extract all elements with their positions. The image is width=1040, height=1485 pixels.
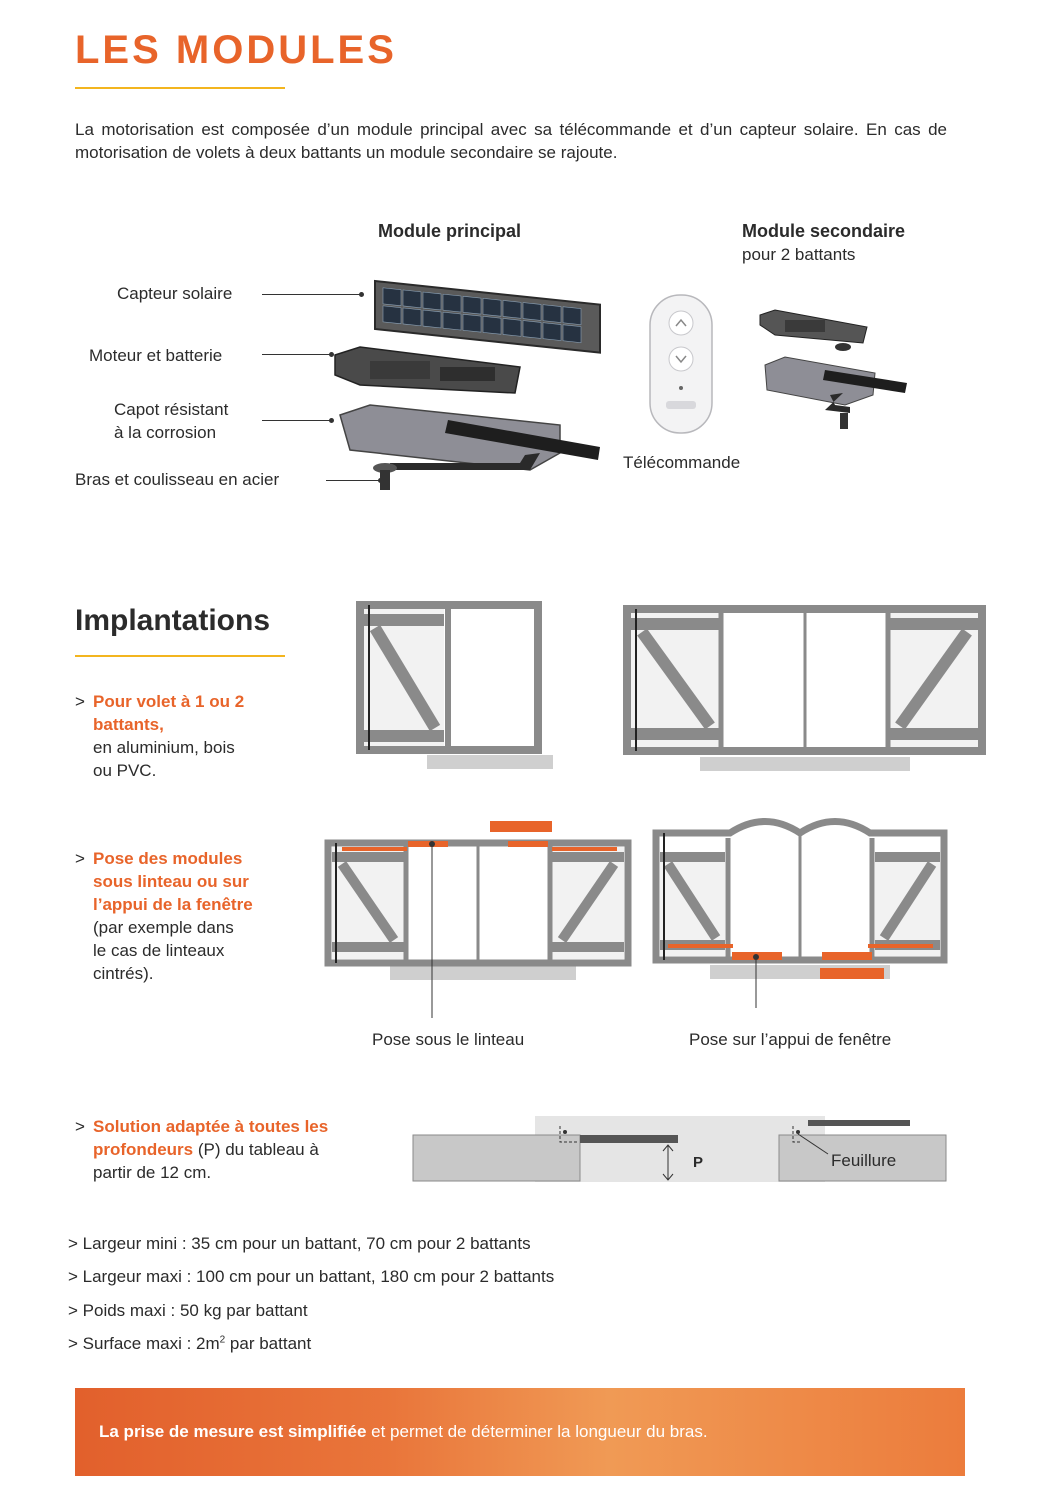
bullet3-text-2: partir de 12 cm. [93,1163,212,1182]
bullet1-highlight-2: battants, [93,715,164,734]
module-secondaire-title: Module secondaire [742,221,906,241]
bullet2-text-3: cintrés). [93,964,154,983]
banner-text: et permet de déterminer la longueur du bras. [366,1422,708,1441]
bullet1-highlight-1: Pour volet à 1 ou 2 [93,692,245,711]
pose-linteau-diagram [322,818,634,1023]
module-principal-illustration [330,275,605,500]
bullet3-text-1: (P) du tableau à [193,1140,319,1159]
bullet2-highlight-1: Pose des modules [93,849,243,868]
spec-surface-sup: 2 [219,1334,226,1346]
bullet-volet-battants [75,690,305,782]
bullet1-text-1: en aluminium, bois [93,738,235,757]
depth-label-p: P [693,1154,704,1171]
info-banner [75,1388,965,1476]
intro-text: La motorisation est composée d’un module principal avec sa télécommande et d’un capteur solaire. En cas de motorisation de volets à deux battants un module secondaire se rajoute. [75,120,947,162]
spec-surface-after: par battant [225,1334,312,1353]
bullet2-text-1: (par exemple dans [93,918,234,937]
feuillure-label: Feuillure [831,1151,897,1170]
label-capot-line1: Capot résistant [114,400,229,419]
bullet-marker: > [75,849,85,868]
label-telecommande: Télécommande [623,453,741,472]
module-principal-title: Module principal [378,221,522,241]
bullet2-highlight-2: sous linteau ou sur [93,872,249,891]
caption-pose-appui: Pose sur l’appui de fenêtre [689,1030,892,1049]
label-capot-line2: à la corrosion [114,423,217,442]
bullet3-highlight-1: Solution adaptée à toutes les [93,1117,329,1136]
page-title: LES MODULES [75,28,397,72]
shutter-double-diagram [622,604,987,776]
label-capteur-solaire: Capteur solaire [117,284,233,303]
module-secondaire-illustration [755,305,915,435]
bullet2-text-2: le cas de linteaux [93,941,225,960]
spec-poids-maxi: > Poids maxi : 50 kg par battant [68,1301,308,1320]
spec-largeur-maxi: > Largeur maxi : 100 cm pour un battant, 180 cm pour 2 battants [68,1267,555,1286]
implantations-underline [75,655,285,657]
bullet-marker: > [75,1117,85,1136]
bullet2-highlight-3: l’appui de la fenêtre [93,895,253,914]
remote-control-illustration [648,293,716,438]
label-moteur-batterie: Moteur et batterie [89,346,223,365]
bullet-pose-modules [75,847,305,985]
banner-bold-text: La prise de mesure est simplifiée [99,1422,367,1441]
module-secondaire-subtitle: pour 2 battants [742,245,856,264]
bullet3-highlight-2: profondeurs [93,1140,194,1159]
caption-pose-linteau: Pose sous le linteau [372,1030,525,1049]
spec-largeur-mini: > Largeur mini : 35 cm pour un battant, 70 cm pour 2 battants [68,1234,531,1253]
spec-surface-before: > Surface maxi : 2m [68,1334,220,1353]
bullet1-text-2: ou PVC. [93,761,157,780]
shutter-single-diagram [355,600,555,775]
title-underline [75,87,285,89]
bullet-marker: > [75,692,85,711]
implantations-title: Implantations [75,604,271,637]
spec-surface-maxi [68,1334,311,1354]
label-bras-coulisseau: Bras et coulisseau en acier [75,470,280,489]
bullet-profondeurs [75,1115,395,1184]
leader-moteur [262,354,332,355]
pose-appui-diagram [650,818,950,1013]
leader-capot [262,420,332,421]
